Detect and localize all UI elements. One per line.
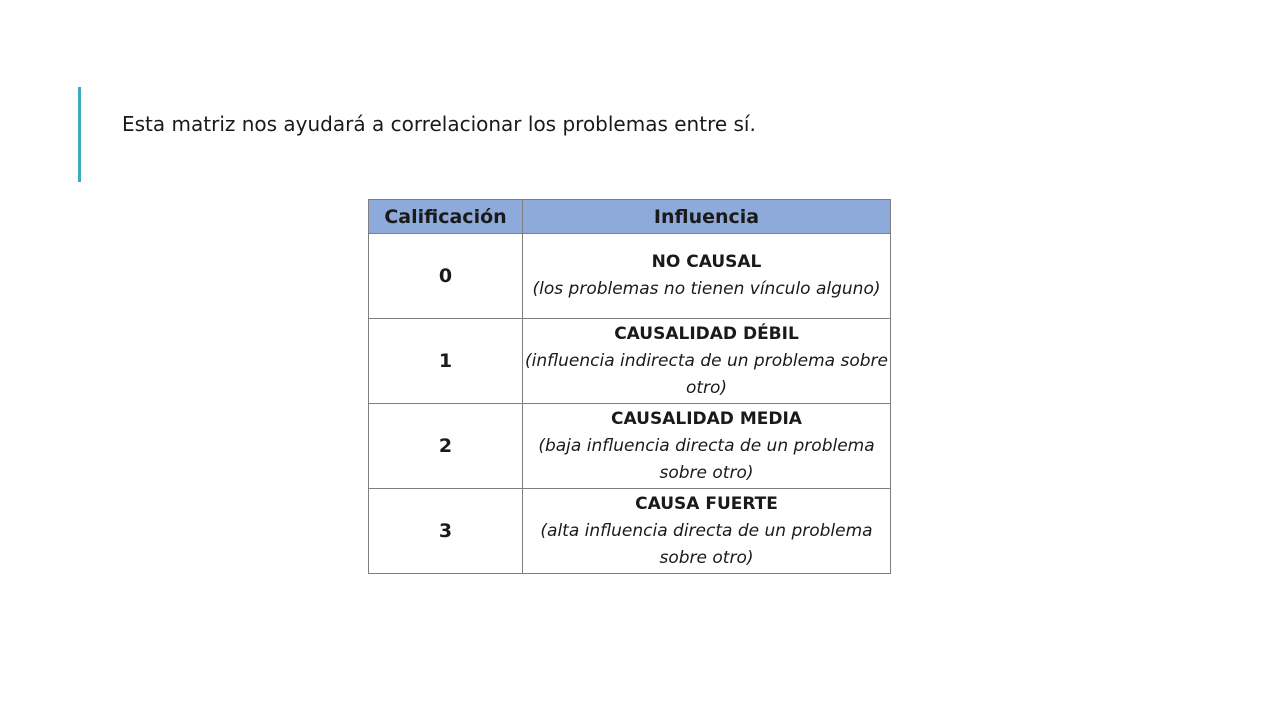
table-row	[369, 234, 891, 319]
score-cell: 2	[369, 404, 523, 489]
influence-matrix	[368, 199, 891, 574]
score-cell: 0	[369, 234, 523, 319]
influence-cell	[523, 489, 891, 574]
header-influence: Influencia	[523, 200, 891, 234]
level-description: (los problemas no tienen vínculo alguno)	[532, 279, 881, 299]
table-row	[369, 489, 891, 574]
level-description: (influencia indirecta de un problema sobre otro)	[525, 350, 888, 398]
matrix-table	[368, 199, 891, 574]
accent-bar	[78, 87, 81, 182]
score-cell: 1	[369, 319, 523, 404]
level-label: CAUSA FUERTE	[635, 493, 778, 514]
table-row	[369, 404, 891, 489]
level-description: (baja influencia directa de un problema sobre otro)	[538, 435, 875, 483]
influence-cell	[523, 319, 891, 404]
slide-text: Esta matriz nos ayudará a correlacionar los problemas entre sí.	[122, 112, 756, 136]
level-description: (alta influencia directa de un problema sobre otro)	[540, 520, 873, 568]
level-label: NO CAUSAL	[651, 252, 762, 272]
table-row	[369, 319, 891, 404]
influence-cell	[523, 234, 891, 319]
score-cell: 3	[369, 489, 523, 574]
level-label: CAUSALIDAD MEDIA	[611, 408, 802, 429]
table-header-row	[369, 200, 891, 234]
influence-cell	[523, 404, 891, 489]
level-label: CAUSALIDAD DÉBIL	[614, 323, 799, 344]
header-score: Calificación	[369, 200, 523, 234]
